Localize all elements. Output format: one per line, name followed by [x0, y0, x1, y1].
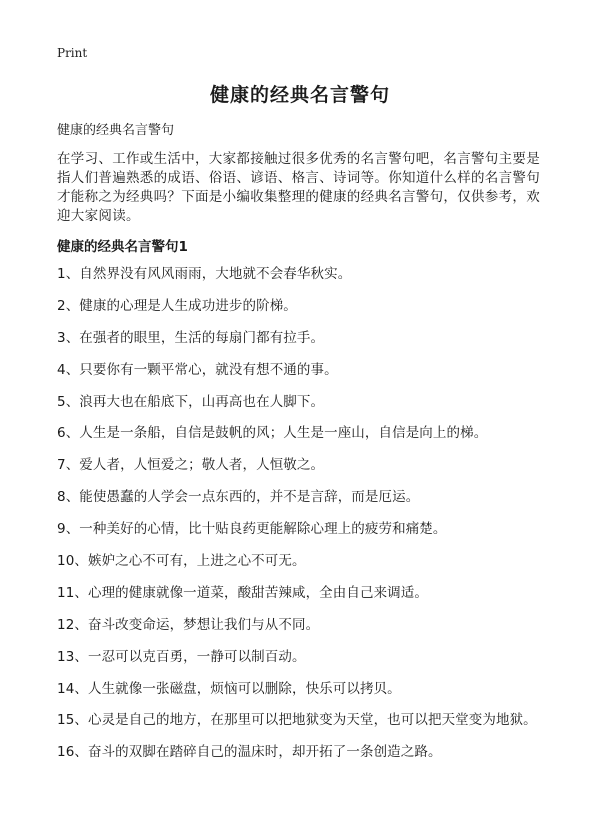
list-item: 4、只要你有一颗平常心，就没有想不通的事。: [57, 361, 338, 378]
intro-paragraph: 在学习、工作或生活中，大家都接触过很多优秀的名言警句吧，名言警句主要是指人们普遍熟悉的成语、俗语、谚语、格言、诗词等。你知道什么样的名言警句才能称之为经典吗？下面是小编收集整理的健康的经典名言警句，仅供参考，欢迎大家阅读。: [57, 151, 540, 224]
page-title: 健康的经典名言警句: [209, 84, 390, 106]
list-item: 13、一忍可以克百勇，一静可以制百动。: [57, 648, 306, 665]
list-item: 14、人生就像一张磁盘，烦恼可以删除，快乐可以拷贝。: [57, 680, 401, 697]
section-heading: 健康的经典名言警句1: [57, 239, 188, 255]
list-item: 10、嫉妒之心不可有，上进之心不可无。: [57, 553, 306, 570]
page-subtitle: 健康的经典名言警句: [57, 123, 175, 138]
list-item: 1、自然界没有风风雨雨，大地就不会春华秋实。: [57, 266, 352, 282]
list-item: 5、浪再大也在船底下，山再高也在人脚下。: [57, 393, 325, 410]
list-item: 3、在强者的眼里，生活的每扇门都有拉手。: [57, 329, 325, 346]
list-item: 15、心灵是自己的地方，在那里可以把地狱变为天堂，也可以把天堂变为地狱。: [57, 712, 537, 729]
list-item: 12、奋斗改变命运，梦想让我们与从不同。: [57, 616, 320, 633]
quote-list: [57, 265, 577, 775]
list-item: 6、人生是一条船，自信是鼓帆的风；人生是一座山，自信是向上的梯。: [57, 425, 488, 442]
list-item: 2、健康的心理是人生成功进步的阶梯。: [57, 297, 297, 314]
list-item: 7、爱人者，人恒爱之；敬人者，人恒敬之。: [57, 457, 325, 474]
list-item: 16、奋斗的双脚在踏碎自己的温床时，却开拓了一条创造之路。: [57, 744, 442, 761]
print-link[interactable]: Print: [57, 46, 88, 60]
list-item: 8、能使愚蠢的人学会一点东西的，并不是言辞，而是厄运。: [57, 489, 420, 506]
list-item: 11、心理的健康就像一道菜，酸甜苦辣咸，全由自己来调适。: [57, 584, 428, 601]
list-item: 9、一种美好的心情，比十贴良药更能解除心理上的疲劳和痛楚。: [57, 521, 447, 538]
